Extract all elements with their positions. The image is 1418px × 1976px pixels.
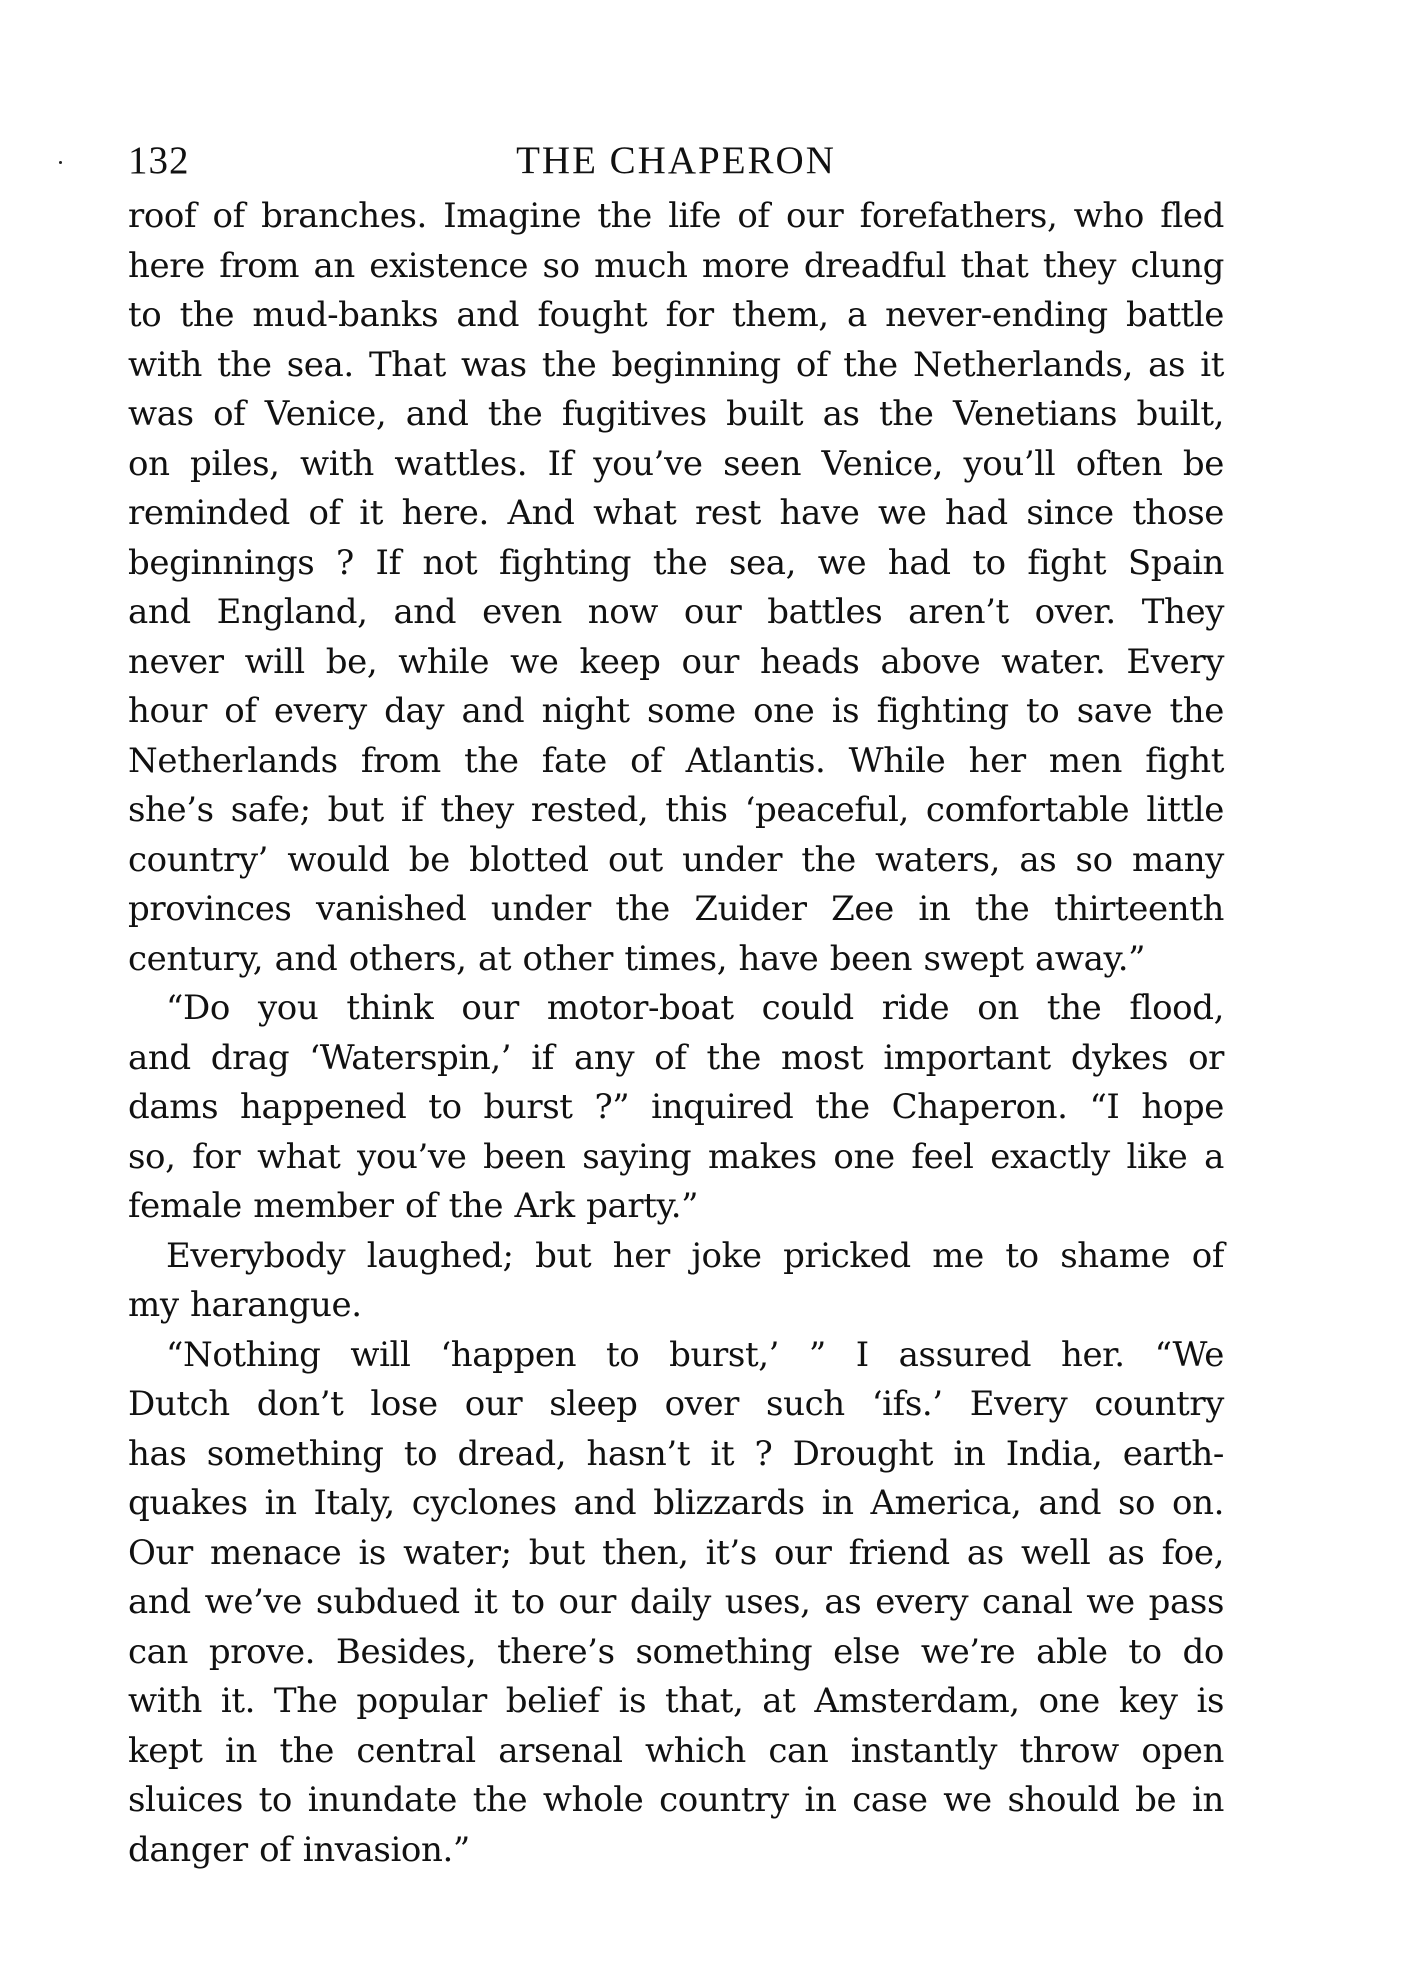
paragraph	[128, 1232, 1224, 1331]
text-line: “Do you think our motor-boat could ride on the flood,	[166, 988, 1224, 1028]
paragraph	[128, 192, 1224, 984]
text-line: danger of invasion.”	[128, 1829, 470, 1870]
text-line: and England, and even now our battles aren’t over. They	[128, 592, 1224, 632]
text-line: quakes in Italy, cyclones and blizzards in America, and so on.	[128, 1483, 1224, 1523]
text-line: here from an existence so much more dreadful that they clung	[128, 245, 1224, 286]
text-line: and we’ve subdued it to our daily uses, as every canal we pass	[128, 1582, 1224, 1622]
page-number: 132	[128, 139, 190, 182]
text-line: with it. The popular belief is that, at Amsterdam, one key is	[128, 1681, 1224, 1721]
text-line: hour of every day and night some one is fighting to save the	[128, 691, 1224, 731]
text-line: Netherlands from the fate of Atlantis. While her men fight	[128, 740, 1224, 781]
text-line: she’s safe; but if they rested, this ‘peaceful, comfortable little	[128, 790, 1224, 830]
text-line: dams happened to burst ?” inquired the Chaperon. “I hope	[128, 1087, 1224, 1127]
text-line: sluices to inundate the whole country in case we should be in	[128, 1780, 1224, 1820]
text-line: has something to dread, hasn’t it ? Drought in India, earth-	[128, 1433, 1224, 1474]
page-header	[128, 130, 1224, 192]
text-line: roof of branches. Imagine the life of our forefathers, who fled	[128, 196, 1224, 236]
text-line: to the mud-banks and fought for them, a never-ending battle	[128, 295, 1224, 335]
text-line: reminded of it here. And what rest have we had since those	[128, 493, 1224, 533]
text-line: century, and others, at other times, have been swept away.”	[128, 938, 1146, 979]
paragraph	[128, 984, 1224, 1232]
text-line: can prove. Besides, there’s something else we’re able to do	[128, 1631, 1224, 1672]
book-page	[128, 130, 1224, 1875]
text-line: on piles, with wattles. If you’ve seen Venice, you’ll often be	[128, 443, 1224, 484]
text-line: Everybody laughed; but her joke pricked me to shame of	[166, 1235, 1224, 1276]
text-line: and drag ‘Waterspin,’ if any of the most important dykes or	[128, 1037, 1224, 1078]
paragraph	[128, 1331, 1224, 1876]
text-line: Our menace is water; but then, it’s our friend as well as foe,	[128, 1532, 1224, 1573]
text-line: never will be, while we keep our heads above water. Every	[128, 641, 1224, 682]
text-line: beginnings ? If not fighting the sea, we had to fight Spain	[128, 542, 1224, 583]
body-text	[128, 192, 1224, 1875]
text-line: Dutch don’t lose our sleep over such ‘ifs.’ Every country	[128, 1384, 1224, 1424]
running-head: THE CHAPERON	[516, 139, 836, 182]
text-line: “Nothing will ‘happen to burst,’ ” I assured her. “We	[166, 1334, 1224, 1375]
margin-dot	[59, 161, 62, 164]
text-line: kept in the central arsenal which can instantly throw open	[128, 1730, 1224, 1771]
text-line: was of Venice, and the fugitives built as the Venetians built,	[128, 394, 1224, 434]
text-line: with the sea. That was the beginning of the Netherlands, as it	[128, 344, 1224, 385]
text-line: country’ would be blotted out under the waters, as so many	[128, 839, 1224, 880]
text-line: female member of the Ark party.”	[128, 1186, 699, 1226]
text-line: my harangue.	[128, 1285, 362, 1325]
text-line: provinces vanished under the Zuider Zee in the thirteenth	[128, 889, 1224, 929]
text-line: so, for what you’ve been saying makes one feel exactly like a	[128, 1136, 1224, 1177]
